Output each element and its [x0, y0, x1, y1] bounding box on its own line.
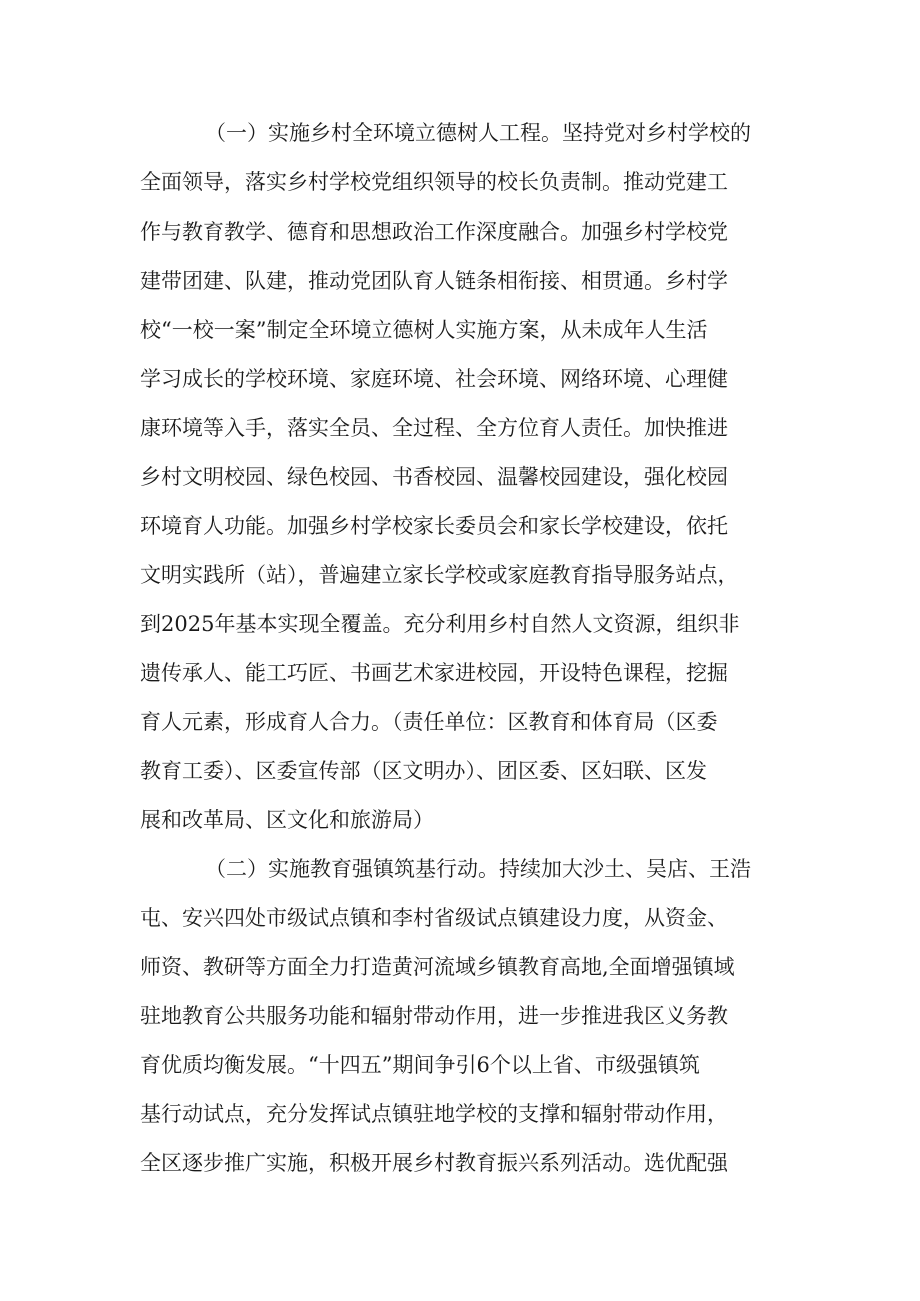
paragraph-1-line-9: 环境育人功能。加强乡村学校家长委员会和家长学校建设，依托 [140, 514, 728, 538]
paragraph-1-line-14: 教育工委）、区委宣传部（区文明办）、团区委、区妇联、区发 [140, 759, 707, 783]
paragraph-2-line-5: 育优质均衡发展。“十四五”期间争引6个以上省、市级强镇筑 [140, 1053, 700, 1077]
paragraph-2-line-2: 屯、安兴四处市级试点镇和李村省级试点镇建设力度，从资金、 [140, 906, 728, 930]
paragraph-1-line-6: 学习成长的学校环境、家庭环境、社会环境、网络环境、心理健 [140, 367, 728, 391]
paragraph-1-line-13: 育人元素，形成育人合力。（责任单位：区教育和体育局（区委 [140, 710, 718, 734]
paragraph-1-line-4: 建带团建、队建，推动党团队育人链条相衔接、相贯通。乡村学 [140, 269, 728, 293]
paragraph-1-line-5: 校“一校一案”制定全环境立德树人实施方案，从未成年人生活 [140, 318, 708, 342]
paragraph-2-line-7: 全区逐步推广实施，积极开展乡村教育振兴系列活动。选优配强 [140, 1151, 728, 1175]
paragraph-1-line-12: 遗传承人、能工巧匠、书画艺术家进校园，开设特色课程，挖掘 [140, 661, 728, 685]
paragraph-1-line-3: 作与教育教学、德育和思想政治工作深度融合。加强乡村学校党 [140, 220, 728, 244]
paragraph-1-line-2: 全面领导，落实乡村学校党组织领导的校长负责制。推动党建工 [140, 170, 728, 194]
paragraph-1-line-11: 到2025年基本实现全覆盖。充分利用乡村自然人文资源，组织非 [140, 612, 740, 636]
paragraph-2-line-4: 驻地教育公共服务功能和辐射带动作用，进一步推进我区义务教 [140, 1004, 728, 1028]
paragraph-1-line-10: 文明实践所（站），普遍建立家长学校或家庭教育指导服务站点， [140, 563, 739, 587]
paragraph-2-line-3: 师资、教研等方面全力打造黄河流域乡镇教育高地,全面增强镇域 [140, 955, 735, 979]
paragraph-1-line-1: （一）实施乡村全环境立德树人工程。坚持党对乡村学校的 [205, 121, 751, 145]
paragraph-2-line-6: 基行动试点，充分发挥试点镇驻地学校的支撑和辐射带动作用， [140, 1102, 728, 1126]
paragraph-2-line-1: （二）实施教育强镇筑基行动。持续加大沙土、吴店、王浩 [205, 857, 751, 881]
paragraph-1-line-15: 展和改革局、区文化和旅游局） [140, 808, 434, 832]
paragraph-1-line-8: 乡村文明校园、绿色校园、书香校园、温馨校园建设，强化校园 [140, 465, 728, 489]
paragraph-1-line-7: 康环境等入手，落实全员、全过程、全方位育人责任。加快推进 [140, 416, 728, 440]
